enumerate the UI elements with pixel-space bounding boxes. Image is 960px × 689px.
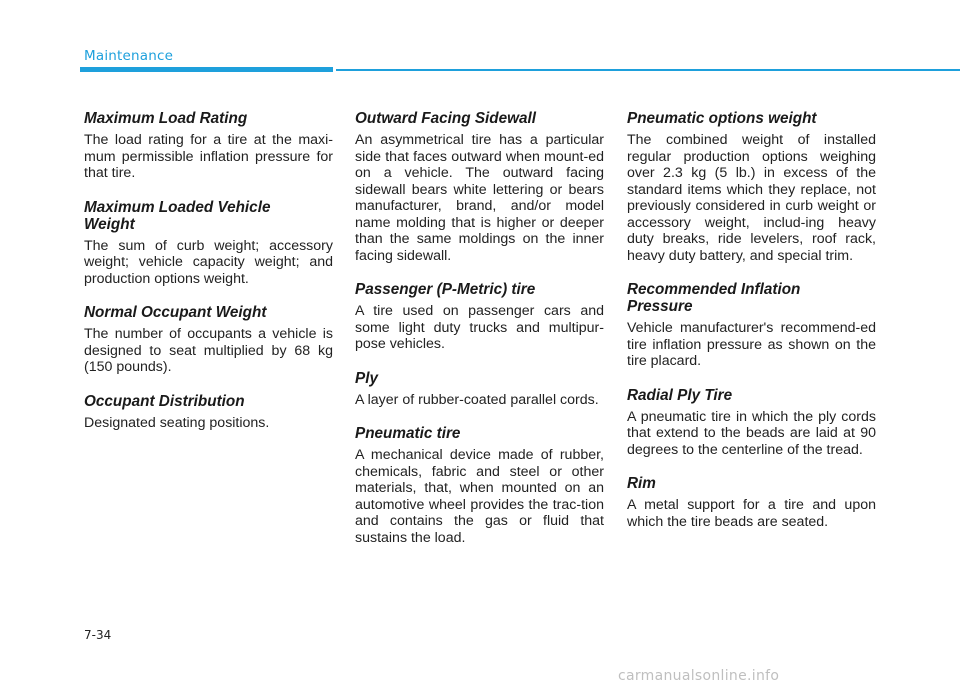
term-title: Pneumatic tire bbox=[355, 425, 461, 442]
term-body: A layer of rubber-coated parallel cords. bbox=[355, 391, 599, 408]
section-title: Maintenance bbox=[84, 48, 174, 64]
term-body: Vehicle manufacturer's recommend-ed tire inflation pressure as shown on the tire placard. bbox=[627, 320, 876, 369]
term-title: Pneumatic options weight bbox=[627, 110, 817, 127]
term-title: Rim bbox=[627, 475, 656, 492]
watermark-link[interactable]: carmanualsonline.info bbox=[618, 668, 780, 684]
term-title: Recommended Inflation Pressure bbox=[627, 281, 801, 315]
term-body: Designated seating positions. bbox=[84, 414, 270, 431]
definition-entry bbox=[84, 110, 333, 182]
term-body: A pneumatic tire in which the ply cords that extend to the beads are laid at 90 degrees to the centerline of the tread. bbox=[627, 408, 876, 458]
definition-entry bbox=[355, 425, 604, 546]
column-1 bbox=[84, 110, 333, 448]
page-number: 7-34 bbox=[84, 628, 112, 642]
definition-entry bbox=[627, 281, 876, 370]
term-body: The load rating for a tire at the maxi-mum permissible inflation pressure for that tire. bbox=[84, 132, 333, 181]
term-body: An asymmetrical tire has a particular side that faces outward when mount-ed on a vehicle. The outward facing sidewall bears white lettering or bears manufacturer, brand, and/or model name molding that is higher or deeper than the same moldings on the inner facing sidewall. bbox=[355, 132, 604, 264]
term-title: Normal Occupant Weight bbox=[84, 304, 267, 321]
term-title: Passenger (P-Metric) tire bbox=[355, 281, 536, 298]
term-body: The combined weight of installed regular production options weighing over 2.3 kg (5 lb.) in excess of the standard items which they replace, not previously considered in curb weight or accessory weight, includ-ing heavy duty breaks, ride levelers, roof rack, heavy duty battery, and special trim. bbox=[627, 132, 876, 264]
definition-entry bbox=[84, 304, 333, 376]
term-body: The number of occupants a vehicle is designed to seat multiplied by 68 kg (150 pounds). bbox=[84, 326, 333, 375]
definition-entry bbox=[627, 110, 876, 264]
term-title: Ply bbox=[355, 369, 378, 387]
definition-entry bbox=[627, 475, 876, 530]
term-body: The sum of curb weight; accessory weight; vehicle capacity weight; and production options weight. bbox=[84, 237, 333, 287]
definition-entry bbox=[355, 110, 604, 264]
definition-entry bbox=[355, 281, 604, 353]
header-rule-thick bbox=[80, 67, 333, 72]
term-title: Maximum Load Rating bbox=[84, 110, 248, 127]
column-2 bbox=[355, 110, 604, 563]
term-title: Occupant Distribution bbox=[84, 392, 245, 410]
definition-entry bbox=[627, 387, 876, 459]
column-3 bbox=[627, 110, 876, 547]
term-title: Outward Facing Sidewall bbox=[355, 110, 537, 127]
term-body: A metal support for a tire and upon which the tire beads are seated. bbox=[627, 497, 876, 530]
term-title: Radial Ply Tire bbox=[627, 386, 733, 404]
term-body: A tire used on passenger cars and some light duty trucks and multipur-pose vehicles. bbox=[355, 303, 604, 352]
term-body: A mechanical device made of rubber, chemicals, fabric and steel or other materials, that, when mounted on an automotive wheel provides the trac-tion and contains the gas or fluid that sustains the load. bbox=[355, 447, 604, 546]
definition-entry bbox=[84, 199, 333, 288]
term-title: Maximum Loaded Vehicle Weight bbox=[84, 198, 271, 233]
definition-entry bbox=[84, 393, 333, 432]
header-rule-thin bbox=[336, 69, 960, 71]
definition-entry bbox=[355, 370, 604, 409]
